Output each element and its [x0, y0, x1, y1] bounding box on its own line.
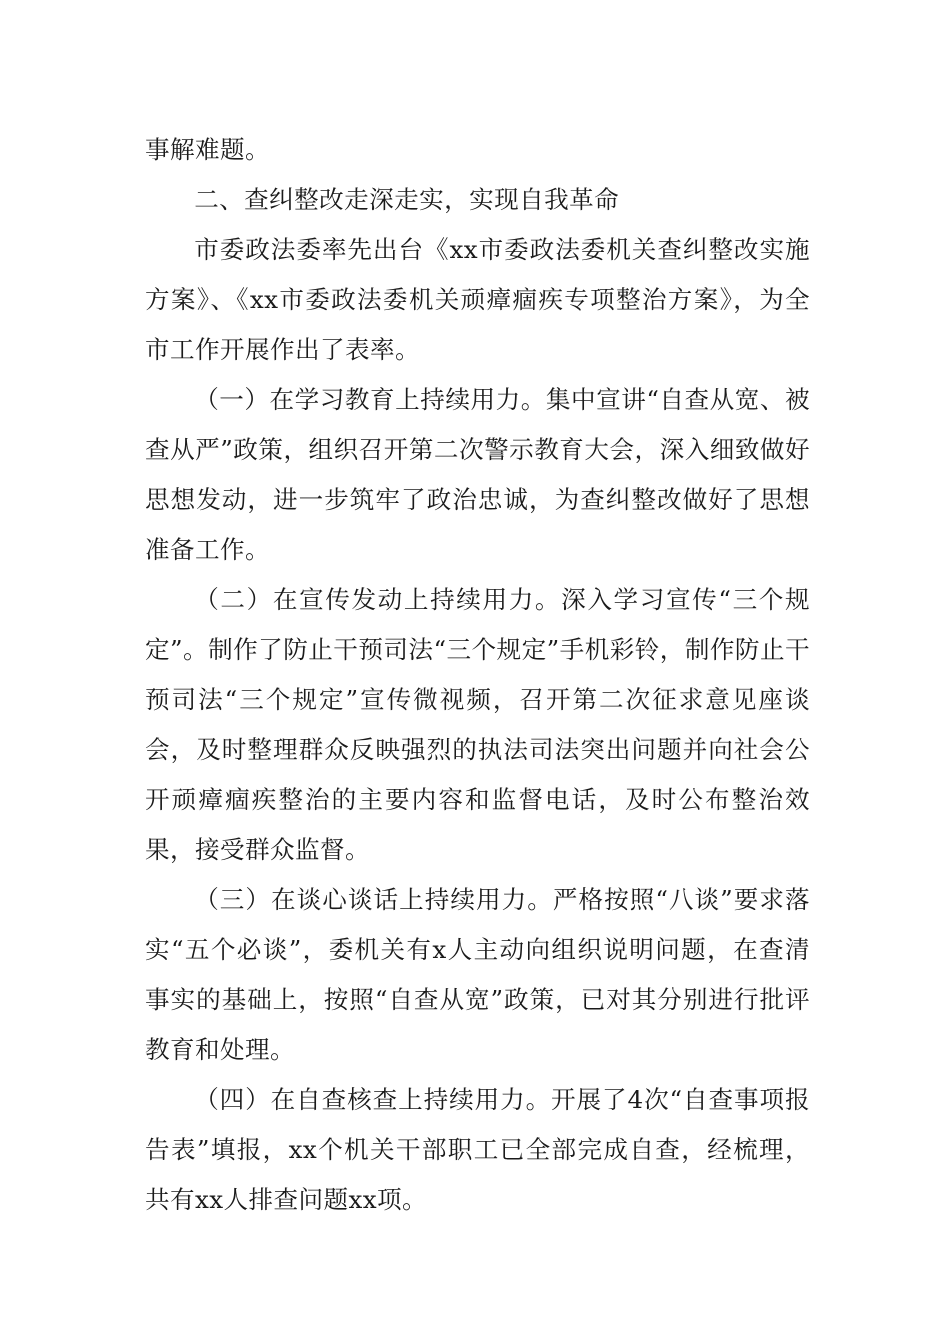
paragraph-item-1: （一）在学习教育上持续用力。集中宣讲“自查从宽、被查从严”政策，组织召开第二次警示教育大会，深入细致做好思想发动，进一步筑牢了政治忠诚，为查纠整改做好了思想准备工作。 — [145, 385, 810, 564]
paragraph-intro: 市委政法委率先出台《xx市委政法委机关查纠整改实施方案》、《xx市委政法委机关顽瘴痼疾专项整治方案》，为全市工作开展作出了表率。 — [145, 235, 810, 364]
section-heading: 二、查纠整改走深走实，实现自我革命 — [194, 185, 620, 214]
document-body — [145, 125, 810, 1225]
paragraph-item-3: （三）在谈心谈话上持续用力。严格按照“八谈”要求落实“五个必谈”，委机关有x人主动向组织说明问题，在查清事实的基础上，按照“自查从宽”政策，已对其分别进行批评教育和处理。 — [145, 885, 810, 1064]
paragraph-item-4: （四）在自查核查上持续用力。开展了4次“自查事项报告表”填报，xx个机关干部职工已全部完成自查，经梳理，共有xx人排查问题xx项。 — [145, 1085, 810, 1214]
paragraph-continuation: 事解难题。 — [145, 135, 270, 164]
paragraph-item-2: （二）在宣传发动上持续用力。深入学习宣传“三个规定”。制作了防止干预司法“三个规定”手机彩铃，制作防止干预司法“三个规定”宣传微视频，召开第二次征求意见座谈会，及时整理群众反映强烈的执法司法突出问题并向社会公开顽瘴痼疾整治的主要内容和监督电话，及时公布整治效果，接受群众监督。 — [145, 585, 810, 864]
